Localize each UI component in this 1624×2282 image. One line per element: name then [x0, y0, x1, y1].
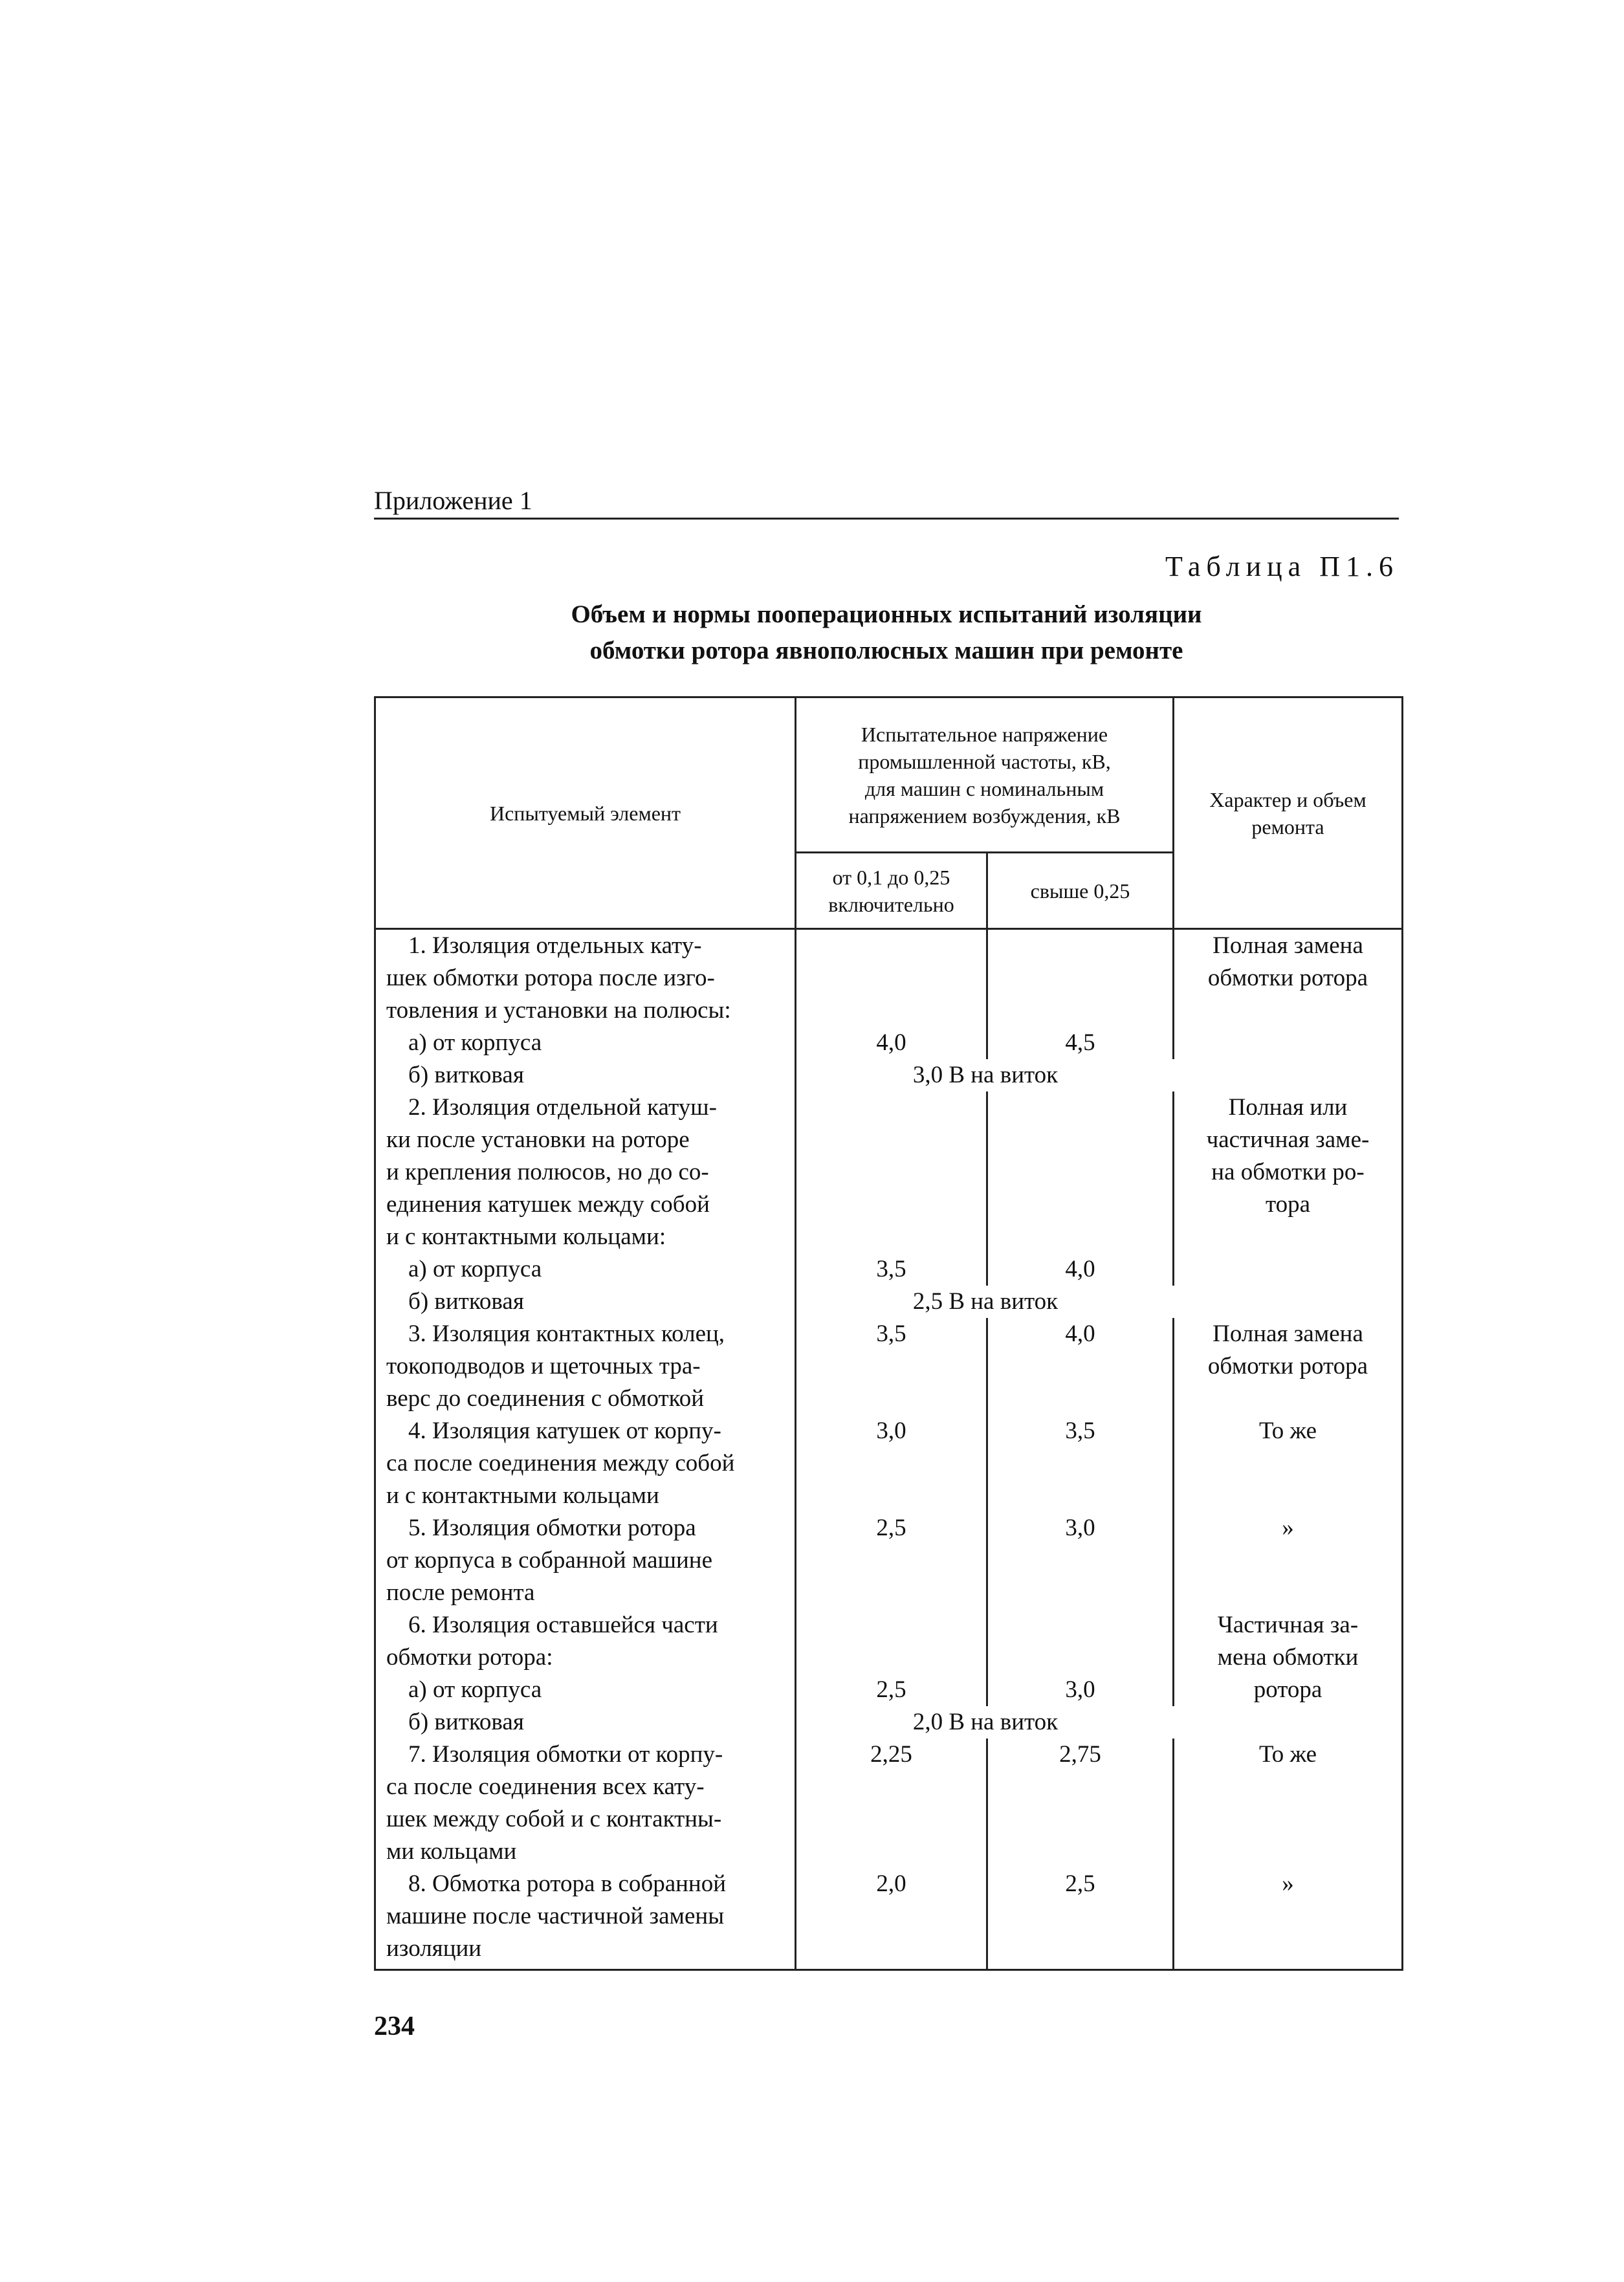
table-body — [375, 929, 1403, 1970]
cell-voltage-low — [796, 929, 1059, 1092]
table-row — [375, 1318, 1403, 1415]
element-text-line: машине после частичной замены — [386, 1903, 725, 1929]
cell-voltage-high — [987, 1512, 1174, 1609]
element-text-line: ми кольцами — [386, 1838, 517, 1865]
table-row — [375, 929, 1403, 1092]
element-sub-b: б) витковая — [408, 1288, 524, 1315]
table-row — [375, 1092, 1403, 1318]
value-a-high: 4,0 — [1065, 1256, 1095, 1282]
element-sub-b: б) витковая — [408, 1709, 524, 1735]
cell-repair — [1174, 1609, 1403, 1739]
element-text-line: после ремонта — [386, 1579, 535, 1606]
repair-text-line: Частичная за- — [1217, 1612, 1359, 1638]
cell-element — [375, 1415, 796, 1512]
table-number: Таблица П1.6 — [1165, 551, 1399, 582]
element-sub-a: а) от корпуса — [408, 1256, 542, 1282]
repair-text-line: Полная замена — [1213, 1321, 1363, 1347]
value-a-high: 4,5 — [1065, 1029, 1095, 1056]
header-rule — [374, 518, 1399, 520]
element-text-line: 7. Изоляция обмотки от корпу- — [408, 1741, 723, 1768]
cell-voltage-low — [796, 1415, 987, 1512]
repair-text-line: частичная заме- — [1206, 1126, 1370, 1153]
cell-voltage-low — [796, 1609, 1059, 1739]
repair-text-line: ротора — [1253, 1676, 1322, 1703]
element-text-line: и с контактными кольцами — [386, 1482, 659, 1509]
table-row — [375, 1868, 1403, 1970]
repair-text-line: обмотки ротора — [1207, 965, 1368, 991]
value-low: 3,0 — [876, 1418, 906, 1444]
value-a-high: 3,0 — [1065, 1676, 1095, 1703]
repair-text-line: » — [1282, 1515, 1294, 1541]
table-row — [375, 1415, 1403, 1512]
value-turn-voltage: 2,0 В на виток — [796, 1706, 1174, 1739]
cell-voltage-low — [796, 1512, 987, 1609]
cell-element — [375, 1868, 796, 1970]
header-voltage-low: от 0,1 до 0,25 включительно — [796, 853, 987, 929]
element-text-line: обмотки ротора: — [386, 1644, 553, 1671]
value-low: 3,5 — [876, 1321, 906, 1347]
element-text-line: 5. Изоляция обмотки ротора — [408, 1515, 696, 1541]
element-text-line: 6. Изоляция оставшейся части — [408, 1612, 718, 1638]
cell-element — [375, 1318, 796, 1415]
element-text-line: единения катушек между собой — [386, 1191, 710, 1218]
table-row — [375, 1512, 1403, 1609]
value-low: 2,25 — [870, 1741, 912, 1768]
element-text-line: и крепления полюсов, но до со- — [386, 1159, 709, 1185]
table-title-line-2: обмотки ротора явнополюсных машин при ремонте — [589, 637, 1183, 664]
element-text-line: 2. Изоляция отдельной катуш- — [408, 1094, 717, 1121]
element-text-line: са после соединения всех кату- — [386, 1773, 705, 1800]
repair-text-line: То же — [1258, 1418, 1317, 1444]
cell-voltage-high — [987, 1415, 1174, 1512]
element-text-line: токоподводов и щеточных тра- — [386, 1353, 701, 1379]
header-repair: Характер и объем ремонта — [1174, 697, 1403, 929]
header-voltage: Испытательное напряжение промышленной частоты, кВ, для машин с номинальным напряжением возбуждения, кВ — [796, 697, 1174, 853]
table-title — [374, 597, 1399, 669]
repair-text-line: То же — [1258, 1741, 1317, 1768]
table-row — [375, 1609, 1403, 1739]
value-turn-voltage: 2,5 В на виток — [796, 1286, 1174, 1318]
element-text-line: товления и установки на полюсы: — [386, 997, 731, 1024]
cell-voltage-high — [987, 1868, 1174, 1970]
element-text-line: 3. Изоляция контактных колец, — [408, 1321, 725, 1347]
cell-repair — [1174, 1739, 1403, 1868]
value-low: 2,0 — [876, 1871, 906, 1897]
header-voltage-high: свыше 0,25 — [987, 853, 1174, 929]
value-a-low: 2,5 — [876, 1676, 906, 1703]
cell-repair — [1174, 1318, 1403, 1415]
value-a-low: 4,0 — [876, 1029, 906, 1056]
cell-repair — [1174, 929, 1403, 1092]
element-sub-a: а) от корпуса — [408, 1676, 542, 1703]
element-text-line: шек обмотки ротора после изго- — [386, 965, 715, 991]
value-high: 2,5 — [1065, 1871, 1095, 1897]
element-sub-a: а) от корпуса — [408, 1029, 542, 1056]
element-text-line: верс до соединения с обмоткой — [386, 1385, 705, 1412]
repair-text-line: мена обмотки — [1217, 1644, 1359, 1671]
cell-voltage-low — [796, 1092, 1059, 1318]
value-high: 4,0 — [1065, 1321, 1095, 1347]
value-turn-voltage: 3,0 В на виток — [796, 1059, 1174, 1092]
value-high: 2,75 — [1059, 1741, 1101, 1768]
repair-text-line: тора — [1265, 1191, 1311, 1218]
element-text-line: 1. Изоляция отдельных кату- — [408, 932, 702, 959]
cell-element — [375, 1512, 796, 1609]
element-text-line: 4. Изоляция катушек от корпу- — [408, 1418, 721, 1444]
element-text-line: и с контактными кольцами: — [386, 1223, 666, 1250]
cell-voltage-high — [987, 1092, 1174, 1318]
repair-text-line: обмотки ротора — [1207, 1353, 1368, 1379]
element-text-line: шек между собой и с контактны- — [386, 1806, 722, 1832]
repair-text-line: Полная или — [1228, 1094, 1348, 1121]
element-text-line: са после соединения между собой — [386, 1450, 735, 1476]
element-sub-b: б) витковая — [408, 1062, 524, 1088]
element-text-line: от корпуса в собранной машине — [386, 1547, 713, 1574]
element-text-line: изоляции — [386, 1935, 482, 1962]
cell-element — [375, 1609, 796, 1739]
cell-element — [375, 1092, 796, 1318]
value-low: 2,5 — [876, 1515, 906, 1541]
repair-text-line: » — [1282, 1871, 1294, 1897]
cell-element — [375, 929, 796, 1092]
element-text-line: 8. Обмотка ротора в собранной — [408, 1871, 727, 1897]
cell-voltage-high — [987, 1318, 1174, 1415]
cell-voltage-low — [796, 1739, 987, 1868]
page-number: 234 — [374, 2012, 415, 2041]
cell-repair — [1174, 1092, 1403, 1318]
table-title-line-1: Объем и нормы пооперационных испытаний изоляции — [571, 600, 1202, 628]
cell-voltage-high — [987, 1739, 1174, 1868]
value-high: 3,5 — [1065, 1418, 1095, 1444]
cell-voltage-low — [796, 1868, 987, 1970]
appendix-label: Приложение 1 — [374, 486, 532, 515]
value-high: 3,0 — [1065, 1515, 1095, 1541]
cell-repair — [1174, 1415, 1403, 1512]
value-a-low: 3,5 — [876, 1256, 906, 1282]
cell-element — [375, 1739, 796, 1868]
table-row — [375, 1739, 1403, 1868]
repair-text-line: на обмотки ро- — [1211, 1159, 1365, 1185]
cell-repair — [1174, 1868, 1403, 1970]
header-element: Испытуемый элемент — [375, 697, 796, 929]
cell-repair — [1174, 1512, 1403, 1609]
element-text-line: ки после установки на роторе — [386, 1126, 690, 1153]
repair-text-line: Полная замена — [1213, 932, 1363, 959]
cell-voltage-low — [796, 1318, 987, 1415]
test-norms-table — [374, 696, 1403, 1971]
